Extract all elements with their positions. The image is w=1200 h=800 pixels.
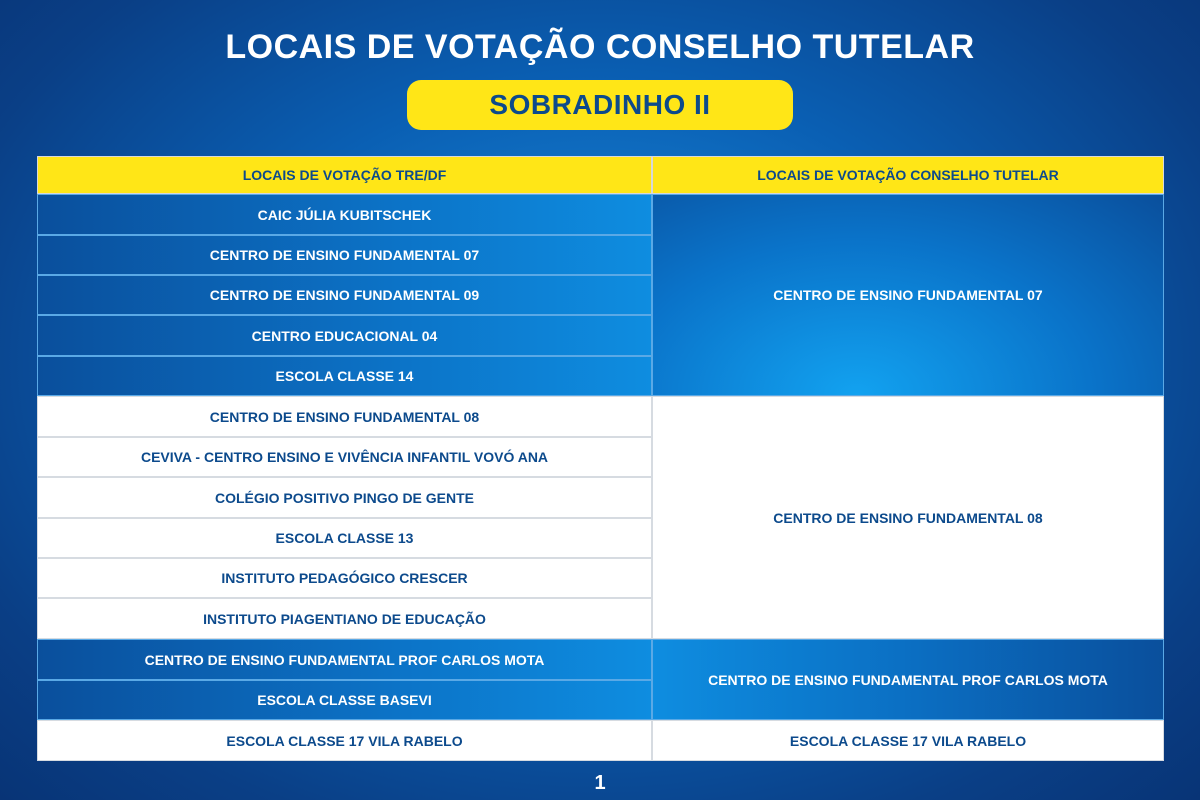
table-row: CAIC JÚLIA KUBITSCHEK: [37, 194, 652, 235]
table-row: INSTITUTO PEDAGÓGICO CRESCER: [37, 558, 652, 598]
polling-table: [37, 156, 1164, 761]
table-row: CENTRO DE ENSINO FUNDAMENTAL 09: [37, 275, 652, 315]
conselho-cell: CENTRO DE ENSINO FUNDAMENTAL PROF CARLOS MOTA: [652, 639, 1164, 720]
table-row: CEVIVA - CENTRO ENSINO E VIVÊNCIA INFANTIL VOVÓ ANA: [37, 437, 652, 477]
table-row: CENTRO EDUCACIONAL 04: [37, 315, 652, 356]
conselho-cell: ESCOLA CLASSE 17 VILA RABELO: [652, 720, 1164, 761]
region-badge: SOBRADINHO II: [407, 80, 793, 130]
table-row: COLÉGIO POSITIVO PINGO DE GENTE: [37, 477, 652, 518]
table-row: INSTITUTO PIAGENTIANO DE EDUCAÇÃO: [37, 598, 652, 639]
conselho-cell: CENTRO DE ENSINO FUNDAMENTAL 08: [652, 396, 1164, 639]
page-number: 1: [594, 772, 606, 794]
table-row: ESCOLA CLASSE 14: [37, 356, 652, 396]
table-row: CENTRO DE ENSINO FUNDAMENTAL PROF CARLOS MOTA: [37, 639, 652, 680]
header-tre: LOCAIS DE VOTAÇÃO TRE/DF: [37, 156, 652, 194]
table-row: CENTRO DE ENSINO FUNDAMENTAL 08: [37, 396, 652, 437]
table-row: CENTRO DE ENSINO FUNDAMENTAL 07: [37, 235, 652, 275]
table-row: ESCOLA CLASSE 13: [37, 518, 652, 558]
header-conselho: LOCAIS DE VOTAÇÃO CONSELHO TUTELAR: [652, 156, 1164, 194]
conselho-cell: CENTRO DE ENSINO FUNDAMENTAL 07: [652, 194, 1164, 396]
table-row: ESCOLA CLASSE BASEVI: [37, 680, 652, 720]
page-title: LOCAIS DE VOTAÇÃO CONSELHO TUTELAR: [225, 28, 975, 66]
table-row: ESCOLA CLASSE 17 VILA RABELO: [37, 720, 652, 761]
